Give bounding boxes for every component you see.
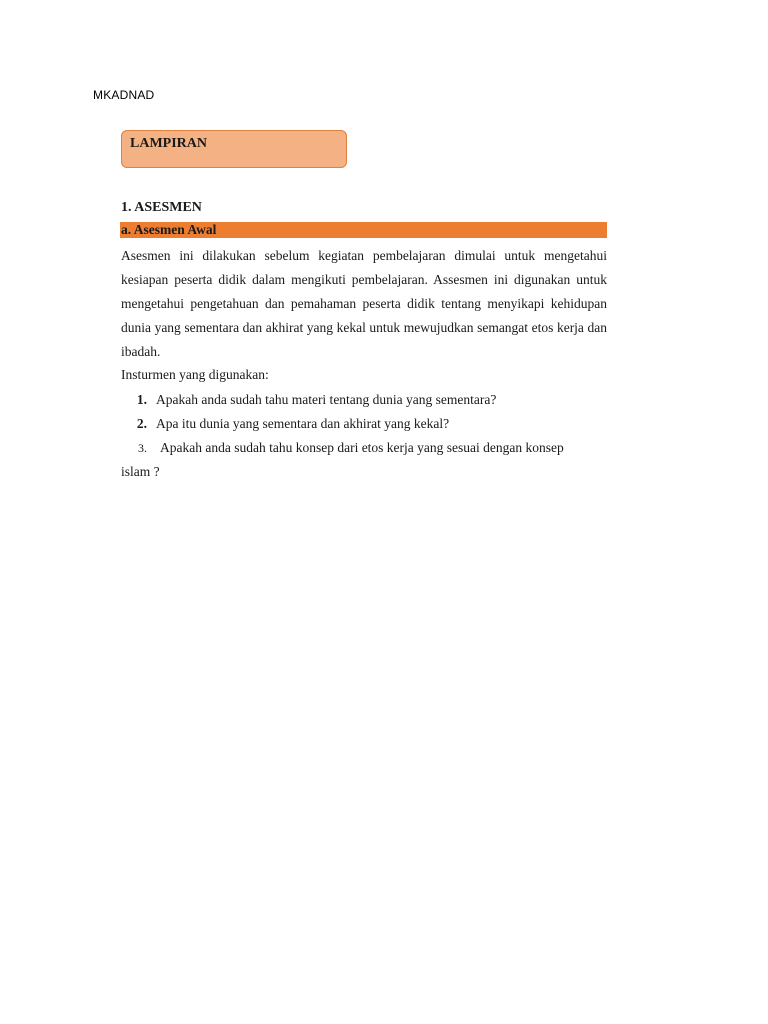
question-number: 2. <box>136 416 147 431</box>
lampiran-title: LAMPIRAN <box>130 136 207 151</box>
page-header-label: MKADNAD <box>93 88 155 102</box>
question-number: 1. <box>136 392 147 407</box>
question-item <box>121 388 607 412</box>
question-text: Apakah anda sudah tahu konsep dari etos kerja yang sesuai dengan konsep <box>160 440 564 455</box>
document-image-content <box>121 130 607 484</box>
question-item <box>121 412 607 436</box>
question-number: 3. <box>138 441 147 455</box>
assessment-paragraph: Asesmen ini dilakukan sebelum kegiatan pembelajaran dimulai untuk mengetahui kesiapan peserta didik dalam mengikuti pembelajaran. Assesmen ini digunakan untuk mengetahui pengetahuan dan pemahaman peserta didik tentang menyikapi kehidupan dunia yang sementara dan akhirat yang kekal untuk mewujudkan semangat etos kerja dan ibadah. <box>121 248 607 359</box>
instrument-label: Insturmen yang digunakan: <box>121 367 269 382</box>
question-item <box>121 436 607 460</box>
question-continuation: islam ? <box>121 464 160 479</box>
question-text: Apakah anda sudah tahu materi tentang dunia yang sementara? <box>156 392 497 407</box>
lampiran-title-box <box>121 130 347 168</box>
subsection-title-bar <box>120 222 607 238</box>
subsection-title: a. Asesmen Awal <box>121 222 217 237</box>
section-title: 1. ASESMEN <box>121 200 202 215</box>
question-list <box>121 388 607 460</box>
question-text: Apa itu dunia yang sementara dan akhirat yang kekal? <box>156 416 450 431</box>
